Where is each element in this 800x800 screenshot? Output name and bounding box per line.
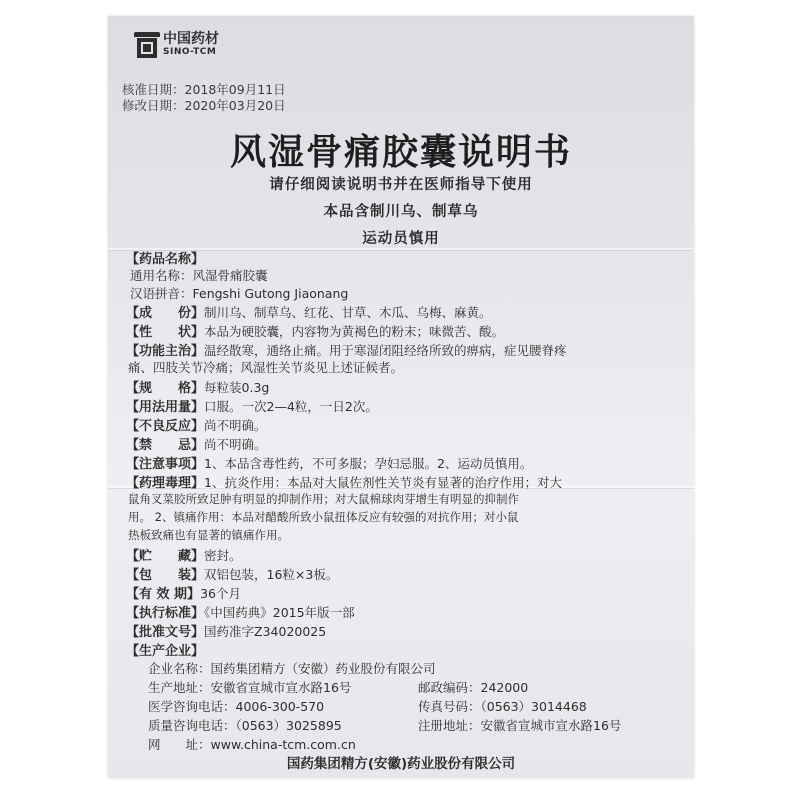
notice-ingredient: 本品含制川乌、制草乌 [323,204,479,220]
brand-name-en: SINO-TCM [163,47,217,57]
dosage-text: 口服。一次2—4粒，一日2次。 [204,399,378,414]
indications-text-1: 温经散寒，通络止痛。用于寒湿闭阻经络所致的痹病，症见腰脊疼 [204,343,567,358]
appearance-row [126,321,504,340]
package-text: 双铝包装，16粒×3板。 [204,567,339,582]
pharmacology-text-1: 1、抗炎作用：本品对大鼠佐剂性关节炎有显著的治疗作用；对大 [204,475,562,490]
website: 网 址：www.china-tcm.com.cn [148,737,356,752]
contraindications-row [126,434,267,453]
drug-name-header: 【药品名称】 [126,252,205,267]
adverse-row [126,415,267,434]
storage-row [126,545,242,564]
standard-row [126,602,355,621]
indications-label: 【功能主治】 [126,344,205,359]
standard-text: 《中国药典》2015年版一部 [204,605,355,620]
pharmacology-row [126,472,562,491]
indications-row [126,340,567,359]
specification-row [126,377,269,396]
document-subtitle: 请仔细阅读说明书并在医师指导下使用 [269,177,533,193]
specification-text: 每粒装0.3g [204,380,270,395]
approval-date: 核准日期：2018年09月11日 [122,82,286,97]
adverse-label: 【不良反应】 [126,419,205,434]
company-name: 企业名称：国药集团精方（安徽）药业股份有限公司 [148,661,436,676]
validity-label: 【有 效 期】 [126,587,201,602]
leaflet-sheet [108,16,694,778]
medicine-box-icon [134,32,160,58]
fax-number: 传真号码：（0563）3014468 [418,699,587,714]
storage-text: 密封。 [204,548,242,563]
footer-company: 国药集团精方(安徽)药业股份有限公司 [286,756,516,772]
pharmacology-label: 【药理毒理】 [126,476,205,491]
production-address: 生产地址：安徽省宣城市宣水路16号 [148,680,352,695]
specification-label: 【规 格】 [126,381,205,396]
brand-name-cn: 中国药材 [163,31,219,47]
ingredients-text: 制川乌、制草乌、红花、甘草、木瓜、乌梅、麻黄。 [204,305,492,320]
notice-athlete: 运动员慎用 [362,231,440,247]
ingredients-label: 【成 份】 [126,306,205,321]
ingredients-row [126,302,492,321]
package-row [126,564,338,583]
precautions-label: 【注意事项】 [126,457,205,472]
validity-row [126,583,241,602]
brand-logo [134,32,219,58]
precautions-text: 1、本品含毒性药，不可多服；孕妇忌服。2、运动员慎用。 [204,456,533,471]
pharmacology-text-3: 用。 2、镇痛作用：本品对醋酸所致小鼠扭体反应有较强的对抗作用；对小鼠 [128,510,519,524]
appearance-text: 本品为硬胶囊，内容物为黄褐色的粉末；味微苦、酸。 [204,324,505,339]
dosage-row [126,396,378,415]
approval-no-label: 【批准文号】 [126,625,205,640]
registered-address: 注册地址：安徽省宣城市宣水路16号 [418,718,622,733]
manufacturer-label: 【生产企业】 [126,644,205,659]
quality-phone: 质量咨询电话：（0563）3025895 [148,718,342,733]
generic-name: 通用名称：风湿骨痛胶囊 [130,268,268,283]
dosage-label: 【用法用量】 [126,400,205,415]
package-label: 【包 装】 [126,568,205,583]
postcode: 邮政编码：242000 [418,680,529,695]
adverse-text: 尚不明确。 [204,418,267,433]
document-title: 风湿骨痛胶囊说明书 [229,132,572,173]
indications-text-2: 痛、四肢关节冷痛；风湿性关节炎见上述证候者。 [128,360,404,375]
pharmacology-text-4: 热板致痛也有显著的镇痛作用。 [128,528,289,542]
precautions-row [126,453,532,472]
approval-no-row [126,621,326,640]
revision-date: 修改日期：2020年03月20日 [122,98,286,113]
validity-text: 36个月 [200,586,241,601]
appearance-label: 【性 状】 [126,325,205,340]
standard-label: 【执行标准】 [126,606,205,621]
pinyin-name: 汉语拼音：Fengshi Gutong Jiaonang [130,286,349,301]
storage-label: 【贮 藏】 [126,549,205,564]
contraindications-label: 【禁 忌】 [126,438,205,453]
approval-no-text: 国药准字Z34020025 [204,624,327,639]
contraindications-text: 尚不明确。 [204,437,267,452]
pharmacology-text-2: 鼠角叉菜胶所致足肿有明显的抑制作用；对大鼠棉球肉芽增生有明显的抑制作 [128,492,519,506]
medical-phone: 医学咨询电话：4006-300-570 [148,699,325,714]
